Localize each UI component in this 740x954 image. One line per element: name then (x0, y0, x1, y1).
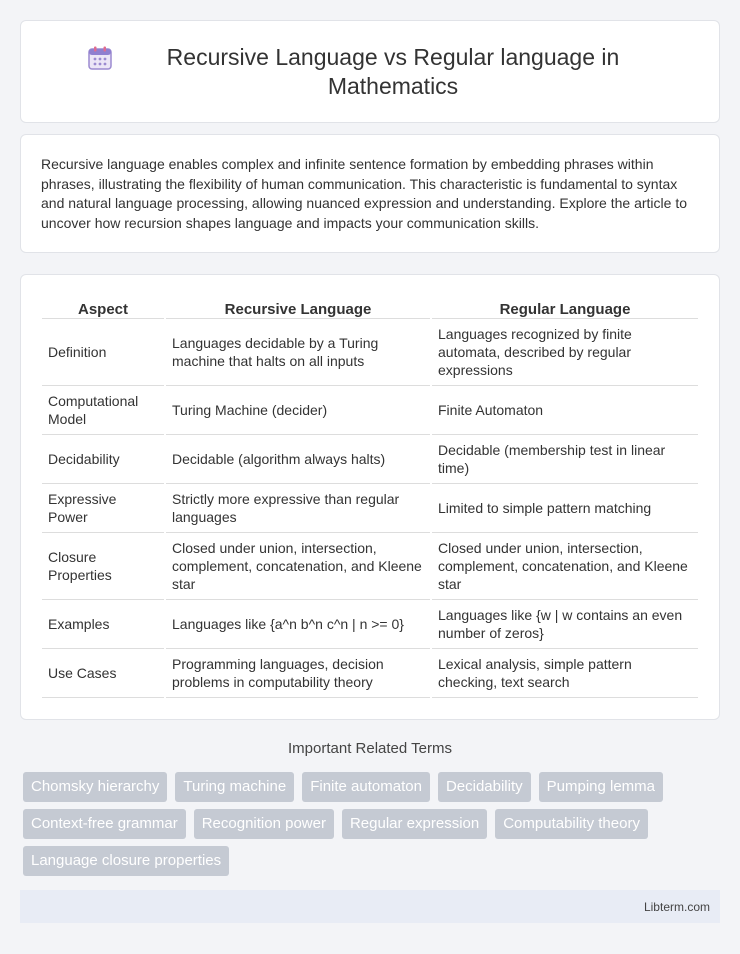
cell-regular: Limited to simple pattern matching (432, 484, 698, 533)
related-terms-heading: Important Related Terms (288, 740, 452, 757)
cell-aspect: Expressive Power (42, 484, 164, 533)
cell-recursive: Languages decidable by a Turing machine that halts on all inputs (166, 319, 430, 386)
calendar-icon (87, 45, 113, 71)
cell-aspect: Computational Model (42, 386, 164, 435)
cell-regular: Finite Automaton (432, 386, 698, 435)
table-row (42, 533, 698, 600)
tag-language-closure-properties[interactable]: Language closure properties (23, 846, 229, 876)
cell-recursive: Turing Machine (decider) (166, 386, 430, 435)
header-aspect: Aspect (42, 295, 164, 319)
tag-computability-theory[interactable]: Computability theory (495, 809, 648, 839)
cell-regular: Closed under union, intersection, complement, concatenation, and Kleene star (432, 533, 698, 600)
header-regular: Regular Language (432, 295, 698, 319)
cell-recursive: Decidable (algorithm always halts) (166, 435, 430, 484)
cell-recursive: Languages like {a^n b^n c^n | n >= 0} (166, 600, 430, 649)
title-wrap (50, 43, 690, 101)
tag-chomsky-hierarchy[interactable]: Chomsky hierarchy (23, 772, 167, 802)
table-row (42, 600, 698, 649)
cell-regular: Lexical analysis, simple pattern checking, text search (432, 649, 698, 698)
cell-recursive: Closed under union, intersection, complement, concatenation, and Kleene star (166, 533, 430, 600)
cell-regular: Languages recognized by finite automata, described by regular expressions (432, 319, 698, 386)
cell-regular: Languages like {w | w contains an even number of zeros} (432, 600, 698, 649)
tag-decidability[interactable]: Decidability (438, 772, 531, 802)
cell-aspect: Use Cases (42, 649, 164, 698)
tag-finite-automaton[interactable]: Finite automaton (302, 772, 430, 802)
header-recursive: Recursive Language (166, 295, 430, 319)
page-title: Recursive Language vs Regular language in Mathematics (166, 43, 620, 99)
intro-text: Recursive language enables complex and infinite sentence formation by embedding phrases within phrases, illustrating the flexibility of human communication. This characteristic is fundamental to syntax and natural language processing, allowing nuanced expression and understanding. Explore the article to uncover how recursion shapes language and impacts your communication skills. (41, 156, 687, 231)
tag-regular-expression[interactable]: Regular expression (342, 809, 487, 839)
cell-recursive: Strictly more expressive than regular languages (166, 484, 430, 533)
cell-aspect: Definition (42, 319, 164, 386)
footer-site-link[interactable]: Libterm.com (643, 899, 710, 914)
footer (20, 890, 720, 923)
tag-turing-machine[interactable]: Turing machine (175, 772, 294, 802)
table-row (42, 319, 698, 386)
intro-card (20, 134, 720, 253)
title-card (20, 20, 720, 123)
cell-aspect: Examples (42, 600, 164, 649)
cell-aspect: Decidability (42, 435, 164, 484)
table-header-row (42, 295, 698, 319)
tag-context-free-grammar[interactable]: Context-free grammar (23, 809, 186, 839)
comparison-card (20, 274, 720, 720)
cell-aspect: Closure Properties (42, 533, 164, 600)
table-row (42, 386, 698, 435)
table-row (42, 484, 698, 533)
cell-regular: Decidable (membership test in linear time) (432, 435, 698, 484)
tag-recognition-power[interactable]: Recognition power (194, 809, 334, 839)
cell-recursive: Programming languages, decision problems in computability theory (166, 649, 430, 698)
related-terms-list (23, 772, 713, 876)
comparison-table (40, 295, 700, 698)
tag-pumping-lemma[interactable]: Pumping lemma (539, 772, 663, 802)
table-row (42, 435, 698, 484)
table-row (42, 649, 698, 698)
